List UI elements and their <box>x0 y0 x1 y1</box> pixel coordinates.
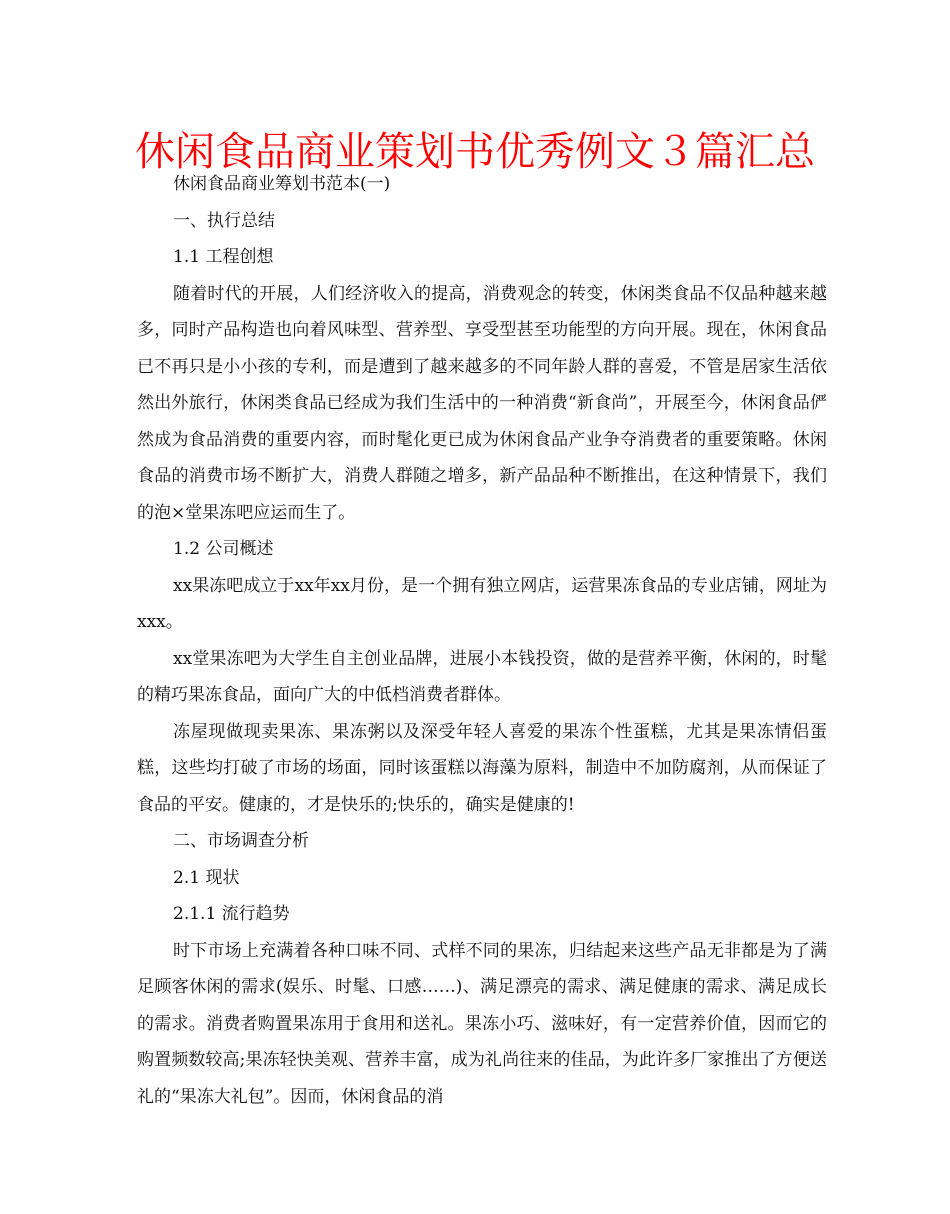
body-paragraph: 时下市场上充满着各种口味不同、式样不同的果冻，归结起来这些产品无非都是为了满足顾客休闲的需求(娱乐、时髦、口感……)、满足漂亮的需求、满足健康的需求、满足成长的需求。消费者购置果冻用于食用和送礼。果冻小巧、滋味好，有一定营养价值，因而它的购置频数较高;果冻轻快美观、营养丰富，成为礼尚往来的佳品，为此许多厂家推出了方便送礼的“果冻大礼包”。因而，休闲食品的消 <box>137 940 827 1107</box>
section-heading: 一、执行总结 <box>173 210 275 231</box>
section-heading: 二、市场调查分析 <box>173 831 309 851</box>
document-title: 休闲食品商业策划书优秀例文３篇汇总 <box>135 129 815 175</box>
body-paragraph: 随着时代的开展，人们经济收入的提高，消费观念的转变，休闲类食品不仅品种越来越多，同时产品构造也向着风味型、营养型、享受型甚至功能型的方向开展。现在，休闲食品已不再只是小小孩的专利，而是遭到了越来越多的不同年龄人群的喜爱，不管是居家生活依然出外旅行，休闲类食品已经成为我们生活中的一种消费“新食尚”，开展至今，休闲食品俨然成为食品消费的重要内容，而时髦化更已成为休闲食品产业争夺消费者的重要策略。休闲食品的消费市场不断扩大，消费人群随之增多，新产品品种不断推出，在这种情景下，我们的泡×堂果冻吧应运而生了。 <box>137 283 827 523</box>
section-heading: 1.2 公司概述 <box>173 539 274 559</box>
section-heading: 1.1 工程创想 <box>173 247 274 267</box>
section-heading: 休闲食品商业筹划书范本(一) <box>173 174 391 194</box>
body-paragraph: 冻屋现做现卖果冻、果冻粥以及深受年轻人喜爱的果冻个性蛋糕，尤其是果冻情侣蛋糕，这些均打破了市场的场面，同时该蛋糕以海藻为原料，制造中不加防腐剂，从而保证了食品的平安。健康的，才是快乐的;快乐的，确实是健康的! <box>137 721 827 815</box>
body-paragraph: xx果冻吧成立于xx年xx月份，是一个拥有独立网店，运营果冻食品的专业店铺，网址为xxx。 <box>137 575 827 632</box>
section-heading: 2.1 现状 <box>173 867 240 888</box>
body-paragraph: xx堂果冻吧为大学生自主创业品牌，进展小本钱投资，做的是营养平衡，休闲的，时髦的精巧果冻食品，面向广大的中低档消费者群体。 <box>137 648 827 705</box>
document-body <box>137 166 827 1115</box>
section-heading: 2.1.1 流行趋势 <box>173 904 290 924</box>
